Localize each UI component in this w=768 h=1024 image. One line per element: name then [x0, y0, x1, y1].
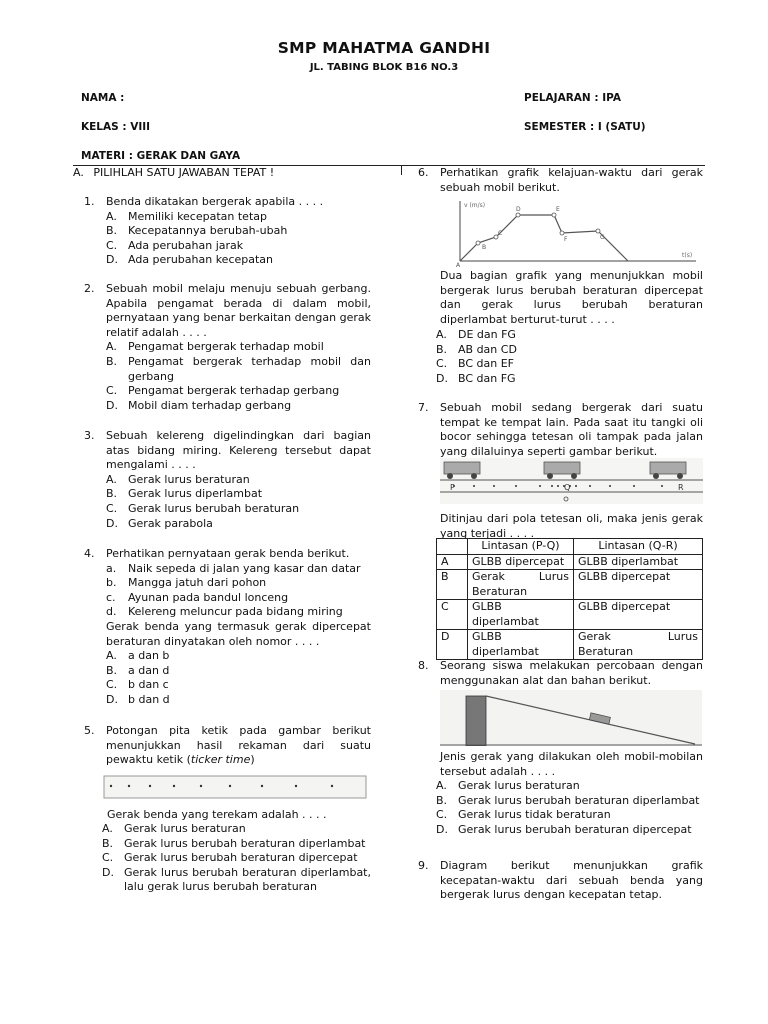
option-d[interactable]: D. Gerak parabola — [106, 516, 213, 530]
option-c[interactable]: C. Gerak lurus berubah beraturan dipercepat — [102, 851, 358, 865]
point-c-label: C — [498, 230, 503, 237]
question-6 — [414, 166, 703, 385]
school-name: SMP MAHATMA GANDHI — [277, 39, 491, 57]
question-3 — [73, 429, 371, 531]
option-c[interactable]: C. BC dan EF — [436, 357, 514, 371]
statement-a: a. Naik sepeda di jalan yang kasar dan datar — [106, 561, 361, 575]
point-g-label: G — [600, 234, 605, 241]
field-materi: MATERI : GERAK DAN GAYA — [81, 150, 241, 162]
option-d[interactable]: D. Gerak lurus berubah beraturan diperlambat, lalu gerak lurus berubah beraturan — [102, 865, 371, 894]
column-divider — [401, 165, 402, 175]
question-number: 6. — [418, 166, 429, 179]
question-2 — [73, 282, 371, 413]
section-letter: A. — [73, 166, 84, 179]
option-a[interactable]: A. Gerak lurus beraturan — [102, 822, 246, 835]
ticker-tape-figure — [103, 773, 369, 801]
question-number: 3. — [84, 429, 95, 442]
option-b[interactable]: B. Kecepatannya berubah-ubah — [106, 224, 288, 238]
question-prompt: Jenis gerak yang dilakukan oleh mobil-mobilan tersebut adalah . . . . — [440, 750, 703, 778]
field-nama: NAMA : — [81, 92, 125, 104]
option-b[interactable]: B. a dan d — [106, 663, 170, 677]
option-c[interactable]: C. b dan c — [106, 678, 169, 692]
question-stem: Perhatikan grafik kelajuan-waktu dari gerak sebuah mobil berikut. — [440, 166, 703, 194]
option-d[interactable]: D. BC dan FG — [436, 371, 516, 385]
statement-c: c. Ayunan pada bandul lonceng — [106, 590, 289, 604]
ticker-tape — [104, 776, 366, 798]
option-a[interactable]: A. Gerak lurus beraturan — [436, 779, 580, 792]
question-stem: Diagram berikut menunjukkan grafik kecepatan-waktu dari sebuah benda yang bergerak lurus dengan kecepatan tetap. — [440, 859, 703, 902]
question-number: 7. — [418, 401, 429, 414]
option-d[interactable]: D. Ada perubahan kecepatan — [106, 253, 274, 267]
question-prompt: Dua bagian grafik yang menunjukkan mobil bergerak lurus berubah beraturan dipercepat dan gerak lurus berubah beraturan diperlambat berturut-turut . . . . — [440, 269, 703, 326]
question-number: 8. — [418, 659, 429, 672]
option-c[interactable]: C. Ada perubahan jarak — [106, 238, 244, 252]
question-number: 1. — [84, 195, 95, 208]
question-8 — [414, 659, 703, 836]
question-number: 5. — [84, 724, 95, 737]
field-kelas: KELAS : VIII — [81, 121, 151, 133]
option-b[interactable]: B. AB dan CD — [436, 342, 517, 356]
question-5 — [73, 724, 371, 894]
point-a-label: A — [456, 262, 461, 267]
option-d[interactable]: D. Mobil diam terhadap gerbang — [106, 398, 292, 412]
point-e-label: E — [556, 206, 560, 213]
table-row[interactable]: B Gerak Lurus Beraturan GLBB dipercepat — [437, 570, 703, 600]
option-b[interactable]: B. Gerak lurus diperlambat — [106, 487, 263, 501]
table-row[interactable]: C GLBB diperlambat GLBB dipercepat — [437, 600, 703, 630]
question-number: 9. — [418, 859, 429, 872]
field-pelajaran: PELAJARAN : IPA — [524, 92, 621, 104]
table-row[interactable]: D GLBB diperlambat Gerak Lurus Beraturan — [437, 630, 703, 660]
option-b[interactable]: B. Gerak lurus berubah beraturan diperlambat — [436, 793, 700, 807]
question-9 — [414, 859, 703, 903]
option-c[interactable]: C. Gerak lurus tidak beraturan — [436, 808, 611, 822]
option-b[interactable]: B. Pengamat bergerak terhadap mobil dan gerbang — [106, 354, 371, 383]
option-d[interactable]: D. b dan d — [106, 692, 170, 706]
question-prompt: Gerak benda yang termasuk gerak dipercepat beraturan dinyatakan oleh nomor . . . . — [106, 619, 371, 648]
point-p-label: P — [450, 483, 455, 492]
option-b[interactable]: B. Gerak lurus berubah beraturan diperlambat — [102, 836, 366, 850]
graph-x-label: t(s) — [682, 252, 693, 259]
option-a[interactable]: A. a dan b — [106, 649, 170, 663]
velocity-time-graph — [448, 199, 700, 267]
question-prompt: Gerak benda yang terekam adalah . . . . — [107, 808, 327, 821]
question-stem: Sebuah kelereng digelindingkan dari bagian atas bidang miring. Kelereng tersebut dapat mengalami . . . . — [106, 429, 371, 472]
statement-d: d. Kelereng meluncur pada bidang miring — [106, 605, 343, 619]
block-stack — [466, 696, 486, 746]
point-r-label: R — [678, 483, 684, 492]
point-q-label: Q — [564, 483, 571, 492]
question-prompt: Ditinjau dari pola tetesan oli, maka jenis gerak yang terjadi . . . . — [440, 512, 703, 540]
question-stem: Perhatikan pernyataan gerak benda berikut. — [106, 547, 350, 560]
graph-y-label: v (m/s) — [464, 202, 486, 209]
inclined-plane-figure — [440, 690, 702, 746]
table-row[interactable]: A GLBB dipercepat GLBB diperlambat — [437, 554, 703, 570]
option-a[interactable]: A. Gerak lurus beraturan — [106, 472, 250, 486]
school-address: JL. TABING BLOK B16 NO.3 — [309, 62, 459, 73]
question-stem: Seorang siswa melakukan percobaan dengan menggunakan alat dan bahan berikut. — [440, 659, 703, 687]
point-f-label: F — [564, 236, 568, 243]
question-stem: Benda dikatakan bergerak apabila . . . . — [106, 195, 324, 208]
question-4 — [73, 547, 371, 708]
section-heading — [73, 166, 274, 181]
point-d-label: D — [516, 206, 521, 213]
answer-table: Lintasan (P-Q) Lintasan (Q-R) A GLBB dipercepat GLBB diperlambat B Gerak Lurus Beraturan GLBB dipercepat C GLBB diperlambat GLBB dipercepat D GLBB diperlambat Gerak Lurus Beraturan — [436, 538, 703, 660]
option-a[interactable]: A. DE dan FG — [436, 328, 516, 341]
question-stem: Sebuah mobil sedang bergerak dari suatu tempat ke tempat lain. Pada saat itu tangki oli bocor sehingga tetesan oli tampak pada jalan yang dilaluinya seperti gambar berikut. — [440, 401, 703, 458]
option-a[interactable]: A. Memiliki kecepatan tetap — [106, 209, 267, 223]
point-b-label: B — [482, 244, 487, 251]
option-a[interactable]: A. Pengamat bergerak terhadap mobil — [106, 340, 324, 354]
oil-drip-road-figure — [440, 458, 703, 504]
option-c[interactable]: C. Pengamat bergerak terhadap gerbang — [106, 384, 340, 398]
option-d[interactable]: D. Gerak lurus berubah beraturan dipercepat — [436, 822, 692, 836]
question-7 — [414, 401, 703, 658]
statement-b: b. Mangga jatuh dari pohon — [106, 576, 267, 590]
question-stem: Potongan pita ketik pada gambar berikut menunjukkan hasil rekaman dari suatu pewaktu ketik (ticker time) — [106, 724, 371, 767]
question-number: 2. — [84, 282, 95, 295]
option-c[interactable]: C. Gerak lurus berubah beraturan — [106, 501, 300, 515]
field-semester: SEMESTER : I (SATU) — [524, 121, 646, 133]
question-number: 4. — [84, 547, 95, 560]
question-1 — [73, 195, 371, 268]
question-stem: Sebuah mobil melaju menuju sebuah gerbang. Apabila pengamat berada di dalam mobil, pernyataan yang benar berkaitan dengan gerak relatif adalah . . . . — [106, 282, 371, 339]
section-title: PILIHLAH SATU JAWABAN TEPAT ! — [93, 166, 275, 179]
